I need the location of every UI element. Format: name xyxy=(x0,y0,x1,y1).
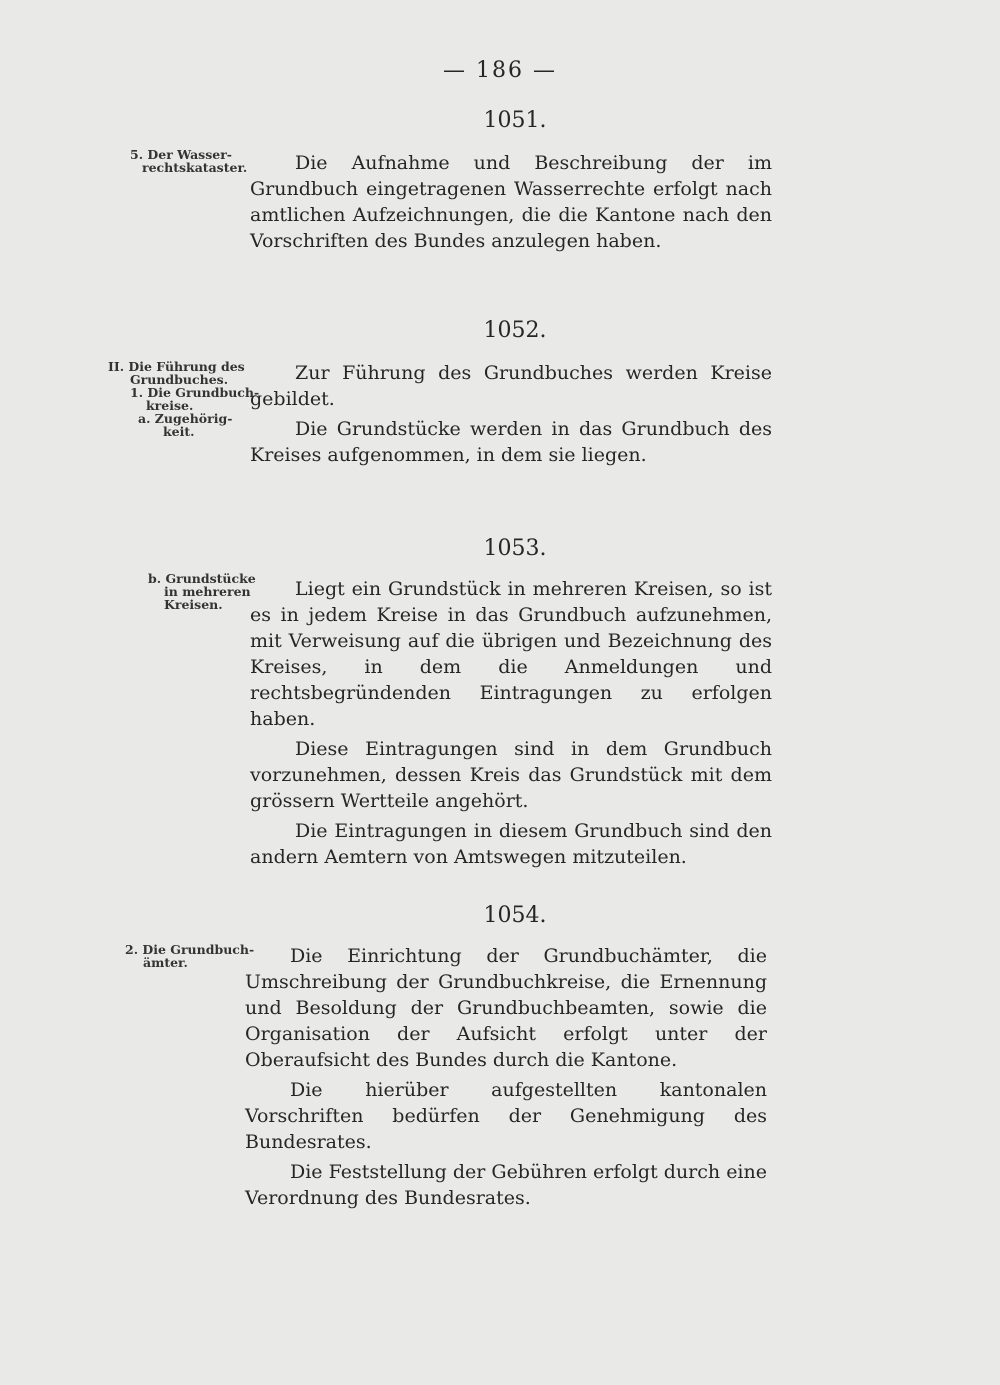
margin-note-line: rechtskataster. xyxy=(142,160,248,175)
paragraph: Die hierüber aufgestellten kantonalen Vorschriften bedürfen der Genehmigung des Bundesrates. xyxy=(245,1079,767,1153)
paragraph: Die Aufnahme und Beschreibung der im Grundbuch eingetragenen Wasserrechte erfolgt nach amtlichen Aufzeichnungen, die die Kantone nach den Vorschriften des Bundes anzulegen haben. xyxy=(250,152,772,252)
article-number: 1052. xyxy=(483,318,547,343)
margin-note-line: Kreisen. xyxy=(164,597,223,612)
article-body xyxy=(250,360,772,468)
article-number: 1053. xyxy=(483,536,547,561)
margin-note-line: 5. Der Wasser- xyxy=(130,147,232,162)
paragraph: Die Einrichtung der Grundbuchämter, die Umschreibung der Grundbuchkreise, die Ernennung und Besoldung der Grundbuchbeamten, sowie die Organisation der Aufsicht erfolgt unter der Oberaufsicht des Bundes durch die Kantone. xyxy=(245,945,767,1071)
article-number: 1054. xyxy=(483,903,547,928)
margin-note-line: Grundbuches. xyxy=(130,372,229,387)
article-body xyxy=(250,576,772,870)
paragraph: Diese Eintragungen sind in dem Grundbuch vorzunehmen, dessen Kreis das Grundstück mit dem grössern Wertteile angehört. xyxy=(250,738,772,812)
margin-note-line: a. Zugehörig- xyxy=(138,411,233,426)
margin-note-line: kreise. xyxy=(146,398,194,413)
margin-note-line: II. Die Führung des xyxy=(108,359,245,374)
article-number: 1051. xyxy=(483,108,547,133)
margin-note-line: ämter. xyxy=(143,955,188,970)
margin-note-line: 2. Die Grundbuch- xyxy=(125,942,255,957)
margin-note xyxy=(108,359,260,439)
page-number: — 186 — xyxy=(443,58,557,83)
article-body xyxy=(245,943,767,1211)
margin-note-line: b. Grundstücke xyxy=(148,571,256,586)
margin-note-line: 1. Die Grundbuch- xyxy=(130,385,260,400)
paragraph: Liegt ein Grundstück in mehreren Kreisen, so ist es in jedem Kreise in das Grundbuch aufzunehmen, mit Verweisung auf die übrigen und Bezeichnung des Kreises, in dem die Anmeldungen und rechtsbegründenden Eintragungen zu erfolgen haben. xyxy=(250,578,772,730)
paragraph: Die Feststellung der Gebühren erfolgt durch eine Verordnung des Bundesrates. xyxy=(245,1161,767,1209)
article-body xyxy=(250,150,772,254)
paragraph: Die Eintragungen in diesem Grundbuch sind den andern Aemtern von Amtswegen mitzuteilen. xyxy=(250,820,772,868)
paragraph: Zur Führung des Grundbuches werden Kreise gebildet. xyxy=(250,362,772,410)
paragraph: Die Grundstücke werden in das Grundbuch des Kreises aufgenommen, in dem sie liegen. xyxy=(250,418,772,466)
margin-note-line: keit. xyxy=(163,424,195,439)
margin-note-line: in mehreren xyxy=(164,584,251,599)
